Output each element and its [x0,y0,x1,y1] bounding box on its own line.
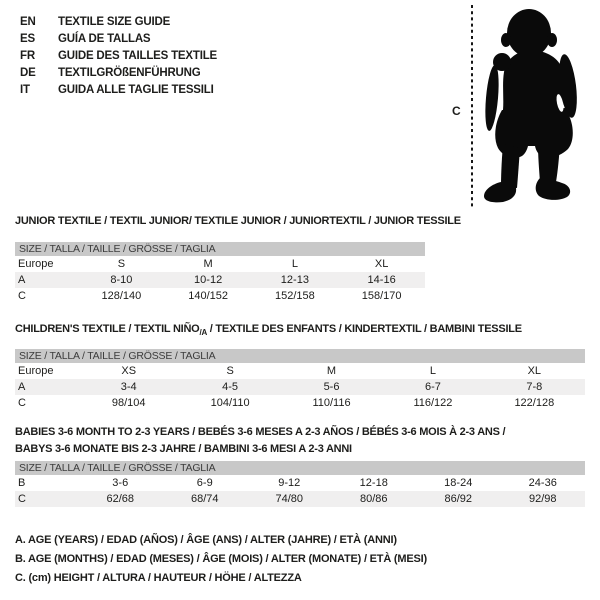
language-row-it [20,82,217,99]
age-cell: 18-24 [444,477,473,489]
row-label: C [18,290,26,302]
table-row [15,363,585,379]
footnote-c: C. (cm) HEIGHT / ALTURA / HAUTEUR / HÖHE / ALTEZZA [15,572,302,584]
size-header-label: SIZE / TALLA / TAILLE / GRÖSSE / TAGLIA [19,350,216,362]
row-label: C [18,493,26,505]
size-cell: M [326,365,337,377]
language-row-fr [20,47,217,64]
height-measure-line [470,5,474,208]
height-cell: 62/68 [106,493,135,505]
guide-title: GUÍA DE TALLAS [58,32,151,45]
babies-section-title [15,424,505,458]
babies-title-line2: BABYS 3-6 MONATE BIS 2-3 JAHRE / BAMBINI 3-6 MESI A 2-3 ANNI [15,443,352,455]
size-cell: L [429,365,436,377]
height-cell: 68/74 [190,493,219,505]
children-size-table [15,349,585,411]
age-cell: 3-6 [112,477,129,489]
height-cell: 74/80 [275,493,304,505]
size-cell: S [117,258,126,270]
row-label: B [18,477,26,489]
size-cell: M [203,258,213,270]
guide-title: GUIDE DES TAILLES TEXTILE [58,49,217,62]
children-section-title [15,323,522,337]
row-label: A [18,274,26,286]
height-cell: 128/140 [101,290,142,302]
footnote-a: A. AGE (YEARS) / EDAD (AÑOS) / ÂGE (ANS) / ALTER (JAHRE) / ETÀ (ANNI) [15,534,397,546]
guide-title: TEXTILGRÖßENFÜHRUNG [58,67,201,80]
language-code: IT [20,84,30,97]
table-row [15,475,585,491]
table-row [15,491,585,507]
language-code: ES [20,32,35,45]
height-cell: 110/116 [312,397,351,409]
age-cell: 14-16 [367,274,396,286]
row-label: C [18,397,26,409]
babies-size-table [15,461,585,507]
table-row [15,272,425,288]
row-label: A [18,381,26,393]
table-row [15,395,585,411]
guide-title: GUIDA ALLE TAGLIE TESSILI [58,84,214,97]
age-cell: 9-12 [278,477,301,489]
size-cell: XL [374,258,389,270]
table-row [15,256,425,272]
row-label: Europe [18,365,54,377]
age-cell: 7-8 [526,381,543,393]
babies-title-line1: BABIES 3-6 MONTH TO 2-3 YEARS / BEBÉS 3-6 MESES A 2-3 AÑOS / BÉBÉS 3-6 MOIS À 2-3 ANS / [15,426,506,438]
toddler-silhouette-icon [482,6,582,206]
size-header-bar [15,242,425,256]
height-cell: 116/122 [413,397,453,409]
size-cell: XL [527,365,542,377]
guide-title: TEXTILE SIZE GUIDE [58,15,171,28]
table-row [15,288,425,304]
size-header-bar [15,461,585,475]
height-cell: 140/152 [188,290,228,302]
size-header-label: SIZE / TALLA / TAILLE / GRÖSSE / TAGLIA [19,462,216,474]
language-row-de [20,65,217,82]
age-cell: 5-6 [323,381,340,393]
age-cell: 10-12 [194,274,223,286]
children-title-suffix: / TEXTILE DES ENFANTS / KINDERTEXTIL / BAMBINI TESSILE [206,323,522,335]
footnote-b: B. AGE (MONTHS) / EDAD (MESES) / ÂGE (MOIS) / ALTER (MONATE) / ETÀ (MESI) [15,553,427,565]
age-cell: 12-18 [359,477,388,489]
measure-label-c: C [452,104,461,118]
size-cell: S [226,365,234,377]
language-code: EN [20,15,36,28]
row-label: Europe [18,258,54,270]
junior-section-title: JUNIOR TEXTILE / TEXTIL JUNIOR/ TEXTILE JUNIOR / JUNIORTEXTIL / JUNIOR TESSILE [15,215,461,227]
height-cell: 152/158 [274,290,315,302]
height-cell: 86/92 [444,493,473,505]
language-row-es [20,30,217,47]
junior-size-table [15,242,425,304]
age-cell: 4-5 [222,381,239,393]
size-cell: L [291,258,298,270]
age-cell: 12-13 [280,274,309,286]
age-cell: 8-10 [110,274,133,286]
language-code: FR [20,49,35,62]
size-header-bar [15,349,585,363]
age-cell: 3-4 [120,381,137,393]
children-title-sub: /A [199,328,207,338]
language-header [20,13,217,99]
height-cell: 98/104 [111,397,146,409]
size-cell: XS [121,365,137,377]
height-cell: 158/170 [361,290,402,302]
height-cell: 122/128 [514,397,555,409]
children-title-prefix: CHILDREN'S TEXTILE / TEXTIL NIÑO [15,323,200,335]
age-cell: 6-7 [424,381,441,393]
height-cell: 80/86 [359,493,388,505]
language-code: DE [20,67,36,80]
size-header-label: SIZE / TALLA / TAILLE / GRÖSSE / TAGLIA [19,243,216,255]
footnotes [15,531,427,588]
table-row [15,379,585,395]
height-cell: 104/110 [210,397,250,409]
age-cell: 6-9 [196,477,213,489]
language-row-en [20,13,217,30]
height-cell: 92/98 [528,493,557,505]
age-cell: 24-36 [528,477,557,489]
